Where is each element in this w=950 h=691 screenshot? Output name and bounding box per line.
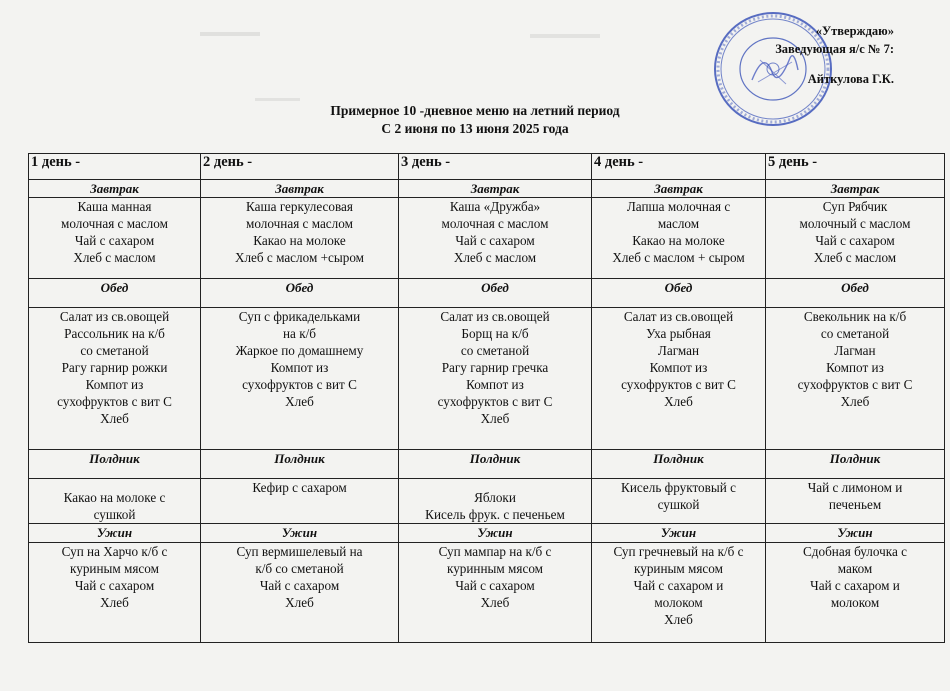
day-header: 1 день - [29,154,201,180]
dish-line: Суп с фрикадельками [238,309,361,325]
dish-line: Чай с сахаром [455,232,535,248]
dish-line: Салат из св.овощей [59,309,170,325]
menu-cell [592,542,766,642]
menu-cell [766,542,945,642]
meal-label: Полдник [29,449,201,479]
menu-cell [766,308,945,449]
dish-line: Лапша молочная с [626,198,731,214]
meal-label: Ужин [201,524,399,542]
dish-line: молоком [654,594,703,610]
meal-items-row [29,479,945,524]
dish-line: Хлеб [100,594,129,610]
meal-label: Ужин [29,524,201,542]
dish-line: Суп гречневый на к/б с [613,543,744,559]
dish-line: куринным мясом [446,560,544,576]
dish-line: со сметаной [80,343,149,359]
meal-label: Ужин [592,524,766,542]
dish-line: Хлеб [664,611,693,627]
dish-line: Каша геркулесовая [246,198,353,214]
dish-line: куриным мясом [70,560,159,576]
dish-line: Кисель фрук. с печеньем [425,507,565,523]
dish-line: Хлеб [840,394,870,410]
dish-line: Какао на молоке [632,232,725,248]
dish-line: Хлеб с маслом + сыром [612,249,745,265]
dish-line: сухофруктов с вит С [621,377,736,393]
dish-line: Лагман [834,343,876,359]
dish-line: Хлеб с маслом [73,249,156,265]
dish-line: Хлеб с маслом +сыром [234,249,365,265]
dish-line: Компот из [466,377,524,393]
dish-line: Суп Рябчик [822,198,888,214]
menu-cell [592,197,766,278]
meal-label: Завтрак [29,179,201,197]
menu-cell [29,479,201,524]
meal-label-row [29,179,945,197]
menu-cell [399,308,592,449]
dish-line: Какао на молоке [253,232,346,248]
menu-cell [766,197,945,278]
dish-line: Яблоки [474,490,516,506]
dish-line: Кисель фруктовый с [621,480,736,496]
dish-line: Хлеб с маслом [813,249,897,265]
dish-line: Чай с сахаром [74,577,155,593]
dish-line: молочный с маслом [799,215,911,231]
menu-cell [399,197,592,278]
meal-label: Полдник [766,449,945,479]
dish-line: Компот из [85,377,144,393]
dish-line: Свекольник на к/б [803,309,907,325]
dish-line: Салат из св.овощей [623,309,734,325]
dish-line: Суп вермишелевый на [236,543,363,559]
menu-cell [399,479,592,524]
dish-line: Чай с сахаром [455,577,535,593]
dish-line: маком [837,560,873,576]
bleed-through-mark [530,34,600,38]
dish-line: маслом [657,215,700,231]
meal-label: Завтрак [201,179,399,197]
day-header: 3 день - [399,154,592,180]
meal-label: Завтрак [399,179,592,197]
dish-line: Компот из [270,360,329,376]
meal-label: Обед [592,278,766,308]
dish-line: Компот из [826,360,884,376]
approval-signatory: Айткулова Г.К. [807,72,894,86]
meal-label-row [29,278,945,308]
dish-line: Хлеб с маслом [453,249,537,265]
approval-heading: «Утверждаю» [815,24,894,38]
dish-line: Кефир с сахаром [252,480,347,496]
menu-period: С 2 июня по 13 июня 2025 года [381,121,569,136]
dish-line: Хлеб [285,594,314,610]
dish-line: Каша «Дружба» [449,198,541,214]
dish-line: Чай с сахаром [259,577,340,593]
dish-line: со сметаной [460,343,530,359]
dish-line: сушкой [93,507,136,523]
dish-line: Салат из св.овощей [440,309,550,325]
menu-cell [29,542,201,642]
dish-line: Рассольник на к/б [64,326,165,342]
day-header: 2 день - [201,154,399,180]
dish-line: молочная с маслом [441,215,549,231]
dish-line: к/б со сметаной [255,560,344,576]
bleed-through-mark [200,32,260,36]
meal-label: Обед [399,278,592,308]
day-header: 5 день - [766,154,945,180]
menu-cell [201,479,399,524]
approval-position: Заведующая я/с № 7: [775,42,894,56]
dish-line: Какао на молоке с [63,490,166,506]
menu-cell [29,197,201,278]
dish-line: Чай с сахаром [815,232,895,248]
dish-line: Суп на Харчо к/б с [61,543,168,559]
dish-line: Борщ на к/б [461,326,529,342]
day-header-row [29,154,945,180]
menu-title: Примерное 10 -дневное меню на летний период [330,103,620,118]
dish-line: Сдобная булочка с [803,543,907,559]
meal-label: Полдник [592,449,766,479]
menu-cell [766,479,945,524]
dish-line: сухофруктов с вит С [242,377,357,393]
meal-label: Обед [29,278,201,308]
menu-cell [399,542,592,642]
dish-line: Чай с сахаром и [633,577,724,593]
meal-label-row [29,524,945,542]
approval-block [775,22,894,88]
meal-label-row [29,449,945,479]
dish-line: Лагман [657,343,700,359]
dish-line: сушкой [657,497,700,513]
day-header: 4 день - [592,154,766,180]
dish-line: Рагу гарнир рожки [61,360,168,376]
dish-line: Чай с сахаром [74,232,155,248]
menu-cell [592,308,766,449]
dish-line: печеньем [828,497,882,513]
meal-label: Завтрак [766,179,945,197]
dish-line: со сметаной [820,326,890,342]
dish-line: Суп мампар на к/б с [438,543,552,559]
meal-label: Полдник [399,449,592,479]
menu-cell [201,197,399,278]
meal-label: Обед [201,278,399,308]
dish-line: Жаркое по домашнему [235,343,364,359]
menu-cell [201,542,399,642]
dish-line: Компот из [649,360,708,376]
dish-line: Хлеб [285,394,314,410]
dish-line: Чай с сахаром и [810,577,900,593]
dish-line: на к/б [283,326,316,342]
menu-table [28,153,945,643]
meal-items-row [29,308,945,449]
meal-label: Обед [766,278,945,308]
dish-line: сухофруктов с вит С [437,394,553,410]
dish-line: Хлеб [480,594,510,610]
bleed-through-mark [255,98,300,101]
dish-line: Уха рыбная [646,326,711,342]
dish-line: Рагу гарнир гречка [441,360,549,376]
dish-line: молочная с маслом [61,215,168,231]
menu-cell [592,479,766,524]
meal-label: Ужин [399,524,592,542]
meal-label: Ужин [766,524,945,542]
meal-items-row [29,197,945,278]
menu-cell [201,308,399,449]
dish-line: Хлеб [100,411,129,427]
dish-line: сухофруктов с вит С [797,377,913,393]
dish-line: Хлеб [480,411,510,427]
meal-label: Завтрак [592,179,766,197]
dish-line: молоком [830,594,880,610]
dish-line: Хлеб [664,394,693,410]
dish-line: молочная с маслом [246,215,353,231]
dish-line: Чай с лимоном и [807,480,903,496]
meal-items-row [29,542,945,642]
dish-line: куриным мясом [634,560,723,576]
menu-cell [29,308,201,449]
dish-line: Каша манная [77,198,152,214]
meal-label: Полдник [201,449,399,479]
dish-line: сухофруктов с вит С [57,394,172,410]
